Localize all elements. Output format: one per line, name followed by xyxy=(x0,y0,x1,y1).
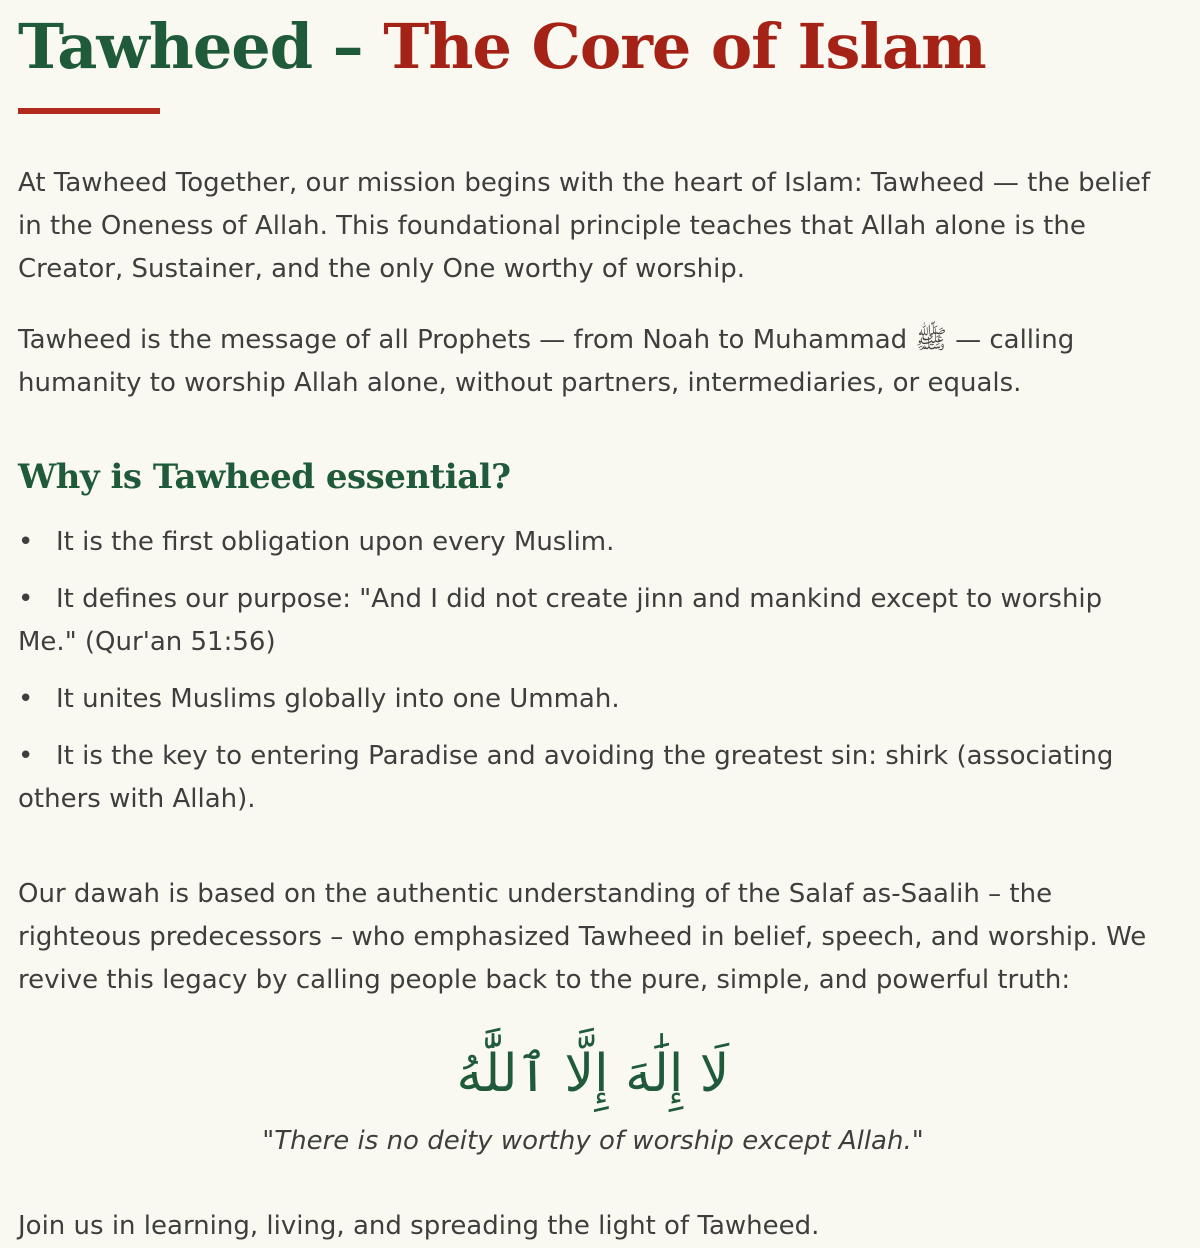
title-divider xyxy=(18,108,160,114)
list-item-text: It unites Muslims globally into one Ummah. xyxy=(56,684,620,714)
intro-paragraph-1: At Tawheed Together, our mission begins with the heart of Islam: Tawheed — the belief in the Oneness of Allah. This foundational principle teaches that Allah alone is the Creator, Sustainer, and the only One worthy of worship. xyxy=(18,168,1151,284)
list-item-text: It is the first obligation upon every Muslim. xyxy=(56,527,615,557)
dawah-paragraph: Our dawah is based on the authentic understanding of the Salaf as-Saalih – the righteous predecessors – who emphasized Tawheed in belief, speech, and worship. We revive this legacy by calling people back to the pure, simple, and powerful truth: xyxy=(18,879,1147,995)
bullet-icon: • xyxy=(18,741,34,771)
essential-heading: Why is Tawheed essential? xyxy=(18,457,511,497)
shahada-arabic: لَا إِلَٰهَ إِلَّا ٱللَّٰهُ xyxy=(456,1044,730,1104)
shahada-translation: "There is no deity worthy of worship except Allah." xyxy=(262,1126,924,1156)
page-content xyxy=(18,0,1168,1248)
bullet-icon: • xyxy=(18,684,34,714)
list-item xyxy=(18,678,1168,721)
list-item-text: It is the key to entering Paradise and avoiding the greatest sin: shirk (associating others with Allah). xyxy=(18,741,1114,814)
page-title xyxy=(18,0,1168,84)
closing-text: Join us in learning, living, and spreading the light of Tawheed. xyxy=(18,1211,820,1241)
bullet-icon: • xyxy=(18,527,34,557)
bullet-icon: • xyxy=(18,584,34,614)
title-part-green: Tawheed – xyxy=(18,10,384,83)
list-item-text: It defines our purpose: "And I did not create jinn and mankind except to worship Me." (Qur'an 51:56) xyxy=(18,584,1103,657)
list-item xyxy=(18,521,1168,564)
essential-list xyxy=(18,521,1168,821)
list-item xyxy=(18,735,1168,821)
intro-paragraph-2: Tawheed is the message of all Prophets — from Noah to Muhammad ﷺ — calling humanity to worship Allah alone, without partners, intermediaries, or equals. xyxy=(18,325,1075,398)
title-part-red: The Core of Islam xyxy=(383,10,986,83)
list-item xyxy=(18,578,1168,664)
